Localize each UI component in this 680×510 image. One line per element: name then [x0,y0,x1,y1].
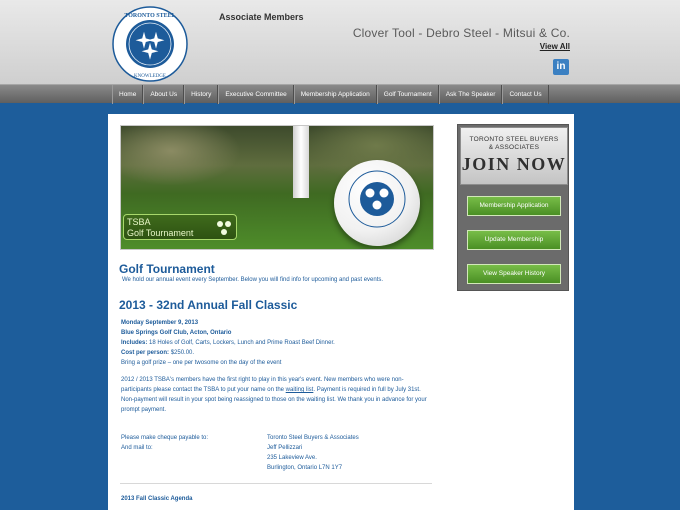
svg-text:KNOWLEDGE: KNOWLEDGE [134,74,166,79]
nav-home[interactable]: Home [112,85,143,104]
mailing-address [267,433,359,473]
event-includes [121,340,335,346]
golf-hero-banner [120,125,434,250]
background-blur [120,125,241,186]
nav-executive-committee[interactable]: Executive Committee [218,85,293,104]
nav-history[interactable]: History [184,85,218,104]
address-line: 235 Lakeview Ave. [267,455,317,461]
main-nav-bar [0,84,680,103]
includes-label: Includes: [121,340,148,346]
address-line: Jeff Pellizzari [267,445,303,451]
cost-value: $250.00. [170,350,195,356]
mail-to-label: And mail to: [121,445,153,451]
event-payment-paragraph [121,375,433,415]
golf-ball [334,160,420,246]
agenda-title: 2013 Fall Classic Agenda [121,496,193,502]
nav-membership-application[interactable]: Membership Application [294,85,377,104]
svg-text:TORONTO STEEL: TORONTO STEEL [124,13,176,19]
join-org-line1: TORONTO STEEL BUYERS [469,136,559,143]
paragraph-text: . Payment is required in full by July 31st. Non-payment will result in your spot being reassigned to those on the waiting list. We thank you in advance for your prompt payment. [121,387,427,413]
tsba-logo[interactable] [111,5,189,83]
flag-pole [293,126,309,198]
paragraph-text: 2012 / 2013 TSBA's members have the first right to play in this year's event. New members who were non-participants please contact the TSBA to put your name on the [121,377,404,393]
associate-members-list: Clover Tool - Debro Steel - Mitsui & Co. [352,26,570,40]
event-date: Monday September 9, 2013 [121,320,199,326]
linkedin-icon[interactable]: in [553,59,569,75]
tsba-emblem-icon [347,169,407,229]
main-nav [112,85,549,104]
nav-ask-the-speaker[interactable]: Ask The Speaker [439,85,503,104]
cheque-instructions [121,433,208,453]
join-now-label: JOIN NOW [461,154,567,174]
cost-label: Cost per person: [121,350,170,356]
address-line: Toronto Steel Buyers & Associates [267,435,359,441]
view-all-link[interactable]: View All [539,42,570,51]
membership-application-button[interactable]: Membership Application [467,196,561,216]
includes-value: 18 Holes of Golf, Carts, Lockers, Lunch and Prime Roast Beef Dinner. [149,340,335,346]
page-intro: We hold our annual event every September. Below you will find info for upcoming and past events. [122,277,384,283]
join-org-line2: & ASSOCIATES [488,144,540,151]
section-divider [120,483,432,484]
nav-about-us[interactable]: About Us [143,85,184,104]
nav-golf-tournament[interactable]: Golf Tournament [377,85,439,104]
plaque-title: TSBA [127,217,151,227]
site-header [0,0,680,84]
tsba-golf-plaque [123,214,237,240]
page-title: Golf Tournament [119,262,215,276]
waiting-list-link[interactable]: waiting list [285,387,314,393]
event-venue: Blue Springs Golf Club, Acton, Ontario [121,330,232,336]
associate-members-label: Associate Members [219,12,304,22]
join-now-banner[interactable] [460,127,568,185]
event-cost [121,350,194,356]
stars-icon [215,219,233,237]
nav-contact-us[interactable]: Contact Us [502,85,548,104]
plaque-subtitle: Golf Tournament [127,228,194,238]
address-line: Burlington, Ontario L7N 1Y7 [267,465,343,471]
event-title: 2013 - 32nd Annual Fall Classic [119,298,298,312]
view-speaker-history-button[interactable]: View Speaker History [467,264,561,284]
update-membership-button[interactable]: Update Membership [467,230,561,250]
event-prize-note: Bring a golf prize – one per twosome on the day of the event [121,360,282,366]
cheque-payable-label: Please make cheque payable to: [121,435,209,441]
sidebar [457,124,569,291]
